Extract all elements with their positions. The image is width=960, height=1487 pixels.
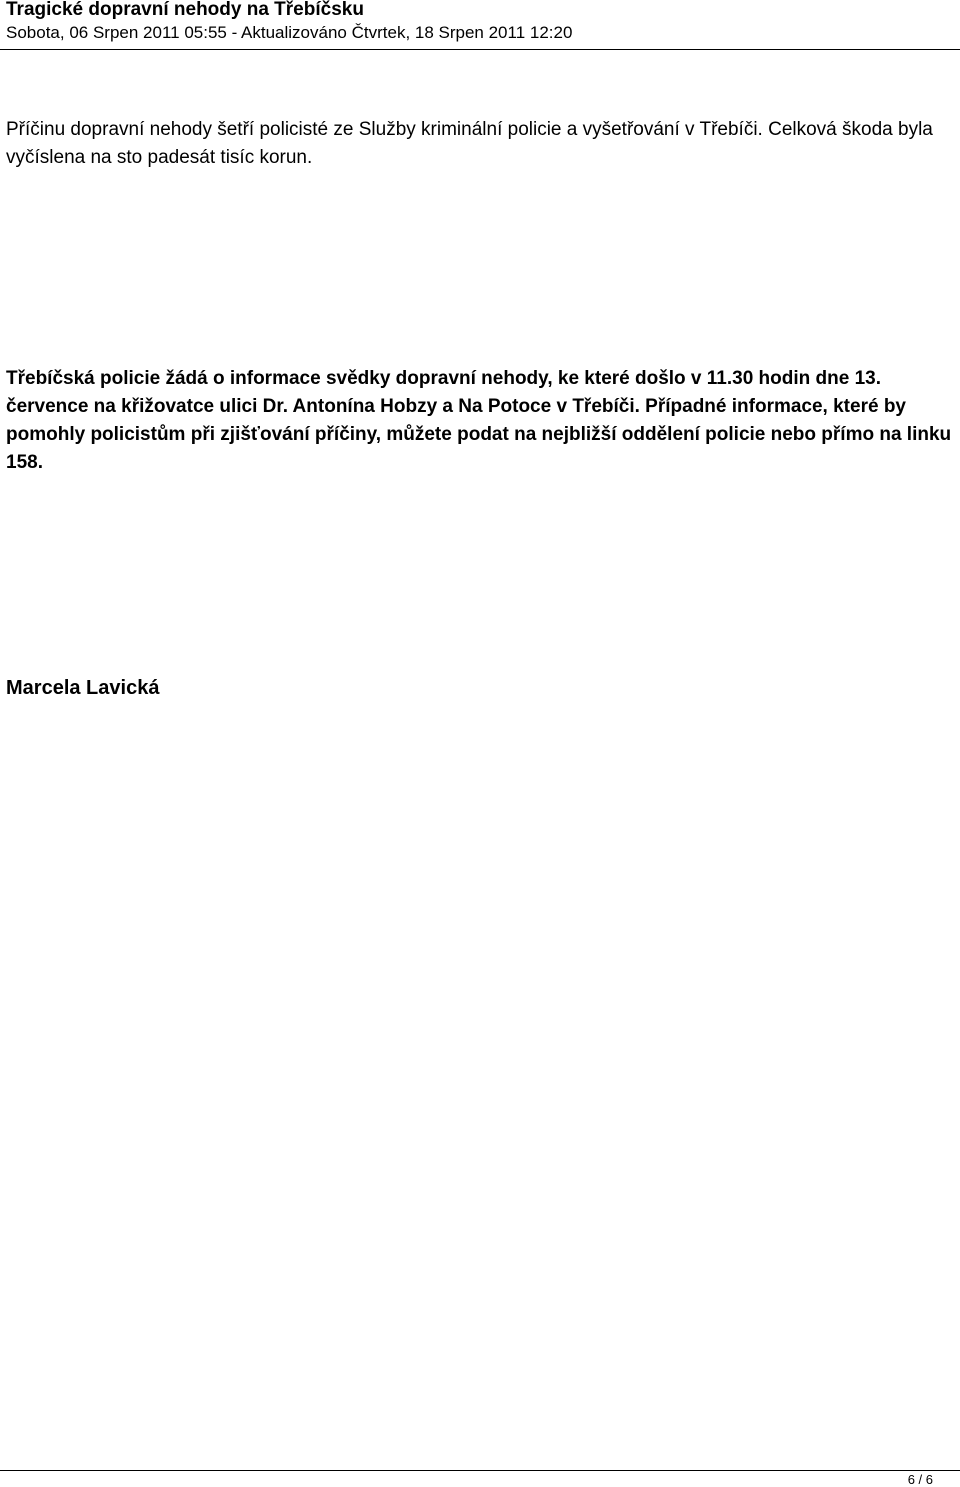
article-meta: Sobota, 06 Srpen 2011 05:55 - Aktualizováno Čtvrtek, 18 Srpen 2011 12:20 xyxy=(6,23,573,42)
article-paragraph-1: Příčinu dopravní nehody šetří policisté ze Služby kriminální policie a vyšetřování v Třebíči. Celková škoda byla vyčíslena na sto padesát tisíc korun. xyxy=(6,119,933,168)
article-author: Marcela Lavická xyxy=(6,677,160,699)
page-number: 6 / 6 xyxy=(907,1472,933,1487)
footer-divider xyxy=(0,1470,960,1471)
header-divider xyxy=(0,49,960,50)
article-title: Tragické dopravní nehody na Třebíčsku xyxy=(6,0,364,20)
article-paragraph-2: Třebíčská policie žádá o informace svědky dopravní nehody, ke které došlo v 11.30 hodin dne 13. července na křižovatce ulici Dr. Antonína Hobzy a Na Potoce v Třebíči. Případné informace, které by pomohly policistům při zjišťování příčiny, můžete podat na nejbližší oddělení policie nebo přímo na linku 158. xyxy=(6,368,952,473)
document-header xyxy=(6,0,954,43)
